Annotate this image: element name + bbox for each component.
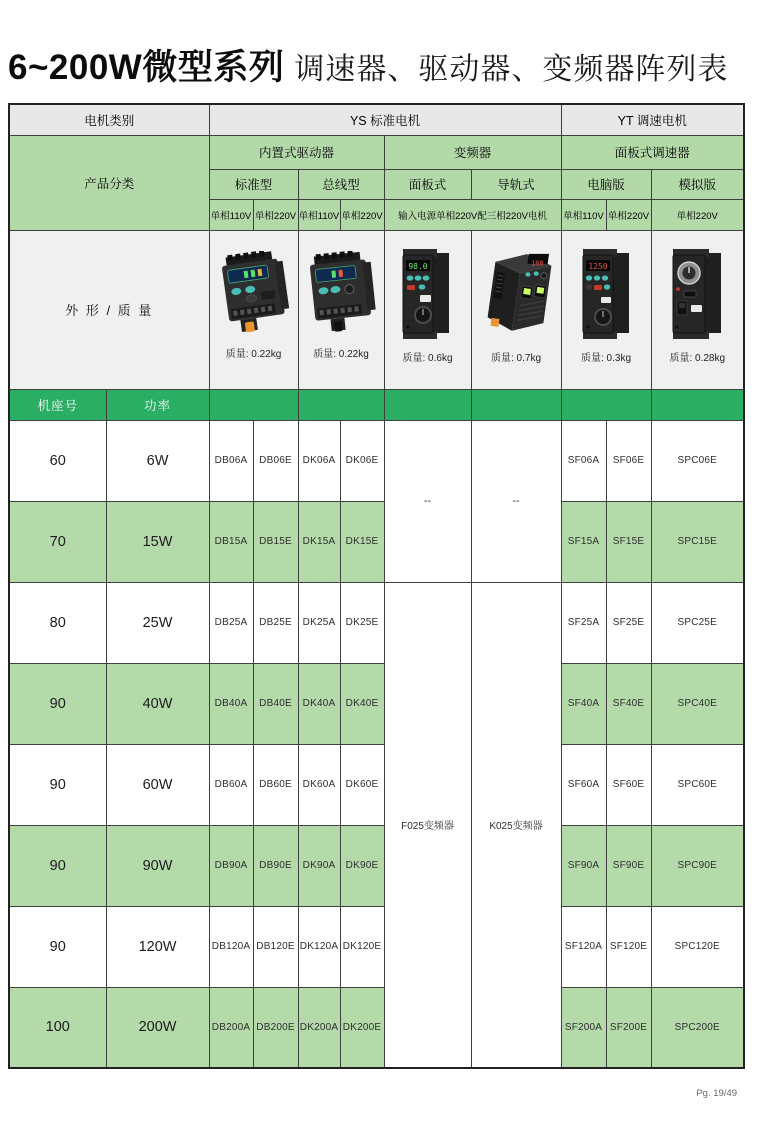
weight-caption: 质量: 0.6kg <box>402 353 453 364</box>
model-cell: SF90E <box>606 825 651 906</box>
model-cell: DB90A <box>209 825 253 906</box>
table-row <box>9 744 744 825</box>
model-cell: DB15E <box>253 501 298 582</box>
page-title <box>8 40 758 90</box>
type-rail-header: 导轨式 <box>471 169 561 199</box>
model-cell: SF06A <box>561 420 606 501</box>
analog-governor-image <box>665 247 729 343</box>
model-cell: DB60E <box>253 744 298 825</box>
rail-inverter-model-cell: K025变频器 <box>471 582 561 1068</box>
panel-inverter-model-cell: F025变频器 <box>384 582 471 1068</box>
model-cell: DK60A <box>298 744 340 825</box>
product-category-header: 产品分类 <box>9 135 209 230</box>
model-cell: SF120A <box>561 906 606 987</box>
green-spacer-cell <box>471 389 561 420</box>
model-cell: DK15A <box>298 501 340 582</box>
type-computer-header: 电脑版 <box>561 169 651 199</box>
frame-size-cell: 80 <box>9 582 106 663</box>
model-cell: DK25E <box>340 582 384 663</box>
weight-caption: 质量: 0.3kg <box>581 353 632 364</box>
table-row <box>9 825 744 906</box>
table-row <box>9 582 744 663</box>
inverter-header: 变频器 <box>384 135 561 169</box>
rail-inverter-empty-cell: -- <box>471 420 561 582</box>
table-row <box>9 987 744 1068</box>
frame-size-cell: 100 <box>9 987 106 1068</box>
type-panel-header: 面板式 <box>384 169 471 199</box>
model-cell: SF25A <box>561 582 606 663</box>
panel-inverter-empty-cell: -- <box>384 420 471 582</box>
frame-size-header: 机座号 <box>9 389 106 420</box>
type-bus-header: 总线型 <box>298 169 384 199</box>
model-cell: DK40A <box>298 663 340 744</box>
model-cell: SPC06E <box>651 420 744 501</box>
model-cell: DK120A <box>298 906 340 987</box>
model-cell: DK90E <box>340 825 384 906</box>
voltage-cell: 单相220V <box>651 199 744 230</box>
weight-caption: 质量: 0.22kg <box>225 349 282 360</box>
frame-size-cell: 90 <box>9 906 106 987</box>
motor-category-header: 电机类别 <box>9 104 209 135</box>
model-cell: SF90A <box>561 825 606 906</box>
page-title-subtitle: 调速器、驱动器、变频器阵列表 <box>294 53 729 86</box>
model-cell: DK200A <box>298 987 340 1068</box>
bus-driver-image <box>304 251 378 339</box>
panel-inverter-image <box>399 247 457 343</box>
power-header: 功率 <box>106 389 209 420</box>
ys-motor-header: YS 标准电机 <box>209 104 561 135</box>
model-cell: DK25A <box>298 582 340 663</box>
model-cell: DB200A <box>209 987 253 1068</box>
table-row <box>9 501 744 582</box>
computer-governor-image <box>577 247 635 343</box>
svg-text:98.0: 98.0 <box>407 262 428 271</box>
product-matrix-table <box>8 103 745 1069</box>
frame-size-cell: 90 <box>9 744 106 825</box>
model-cell: DK200E <box>340 987 384 1068</box>
model-cell: SF200E <box>606 987 651 1068</box>
power-cell: 6W <box>106 420 209 501</box>
model-cell: SF40A <box>561 663 606 744</box>
svg-text:188: 188 <box>530 259 544 268</box>
frame-size-cell: 70 <box>9 501 106 582</box>
model-cell: SPC60E <box>651 744 744 825</box>
voltage-cell: 单相220V <box>253 199 298 230</box>
svg-text:1250: 1250 <box>588 262 608 271</box>
model-cell: DK06E <box>340 420 384 501</box>
frame-size-cell: 60 <box>9 420 106 501</box>
type-standard-header: 标准型 <box>209 169 298 199</box>
model-cell: SF40E <box>606 663 651 744</box>
yt-motor-header: YT 调速电机 <box>561 104 744 135</box>
model-cell: SPC40E <box>651 663 744 744</box>
model-cell: DB40E <box>253 663 298 744</box>
shape-weight-label: 外 形 / 质 量 <box>9 230 209 389</box>
model-cell: DK120E <box>340 906 384 987</box>
power-cell: 200W <box>106 987 209 1068</box>
model-cell: DK90A <box>298 825 340 906</box>
computer-governor-photo-cell <box>561 230 651 389</box>
model-cell: SF06E <box>606 420 651 501</box>
model-cell: DB25E <box>253 582 298 663</box>
table-row <box>9 663 744 744</box>
analog-governor-photo-cell <box>651 230 744 389</box>
green-spacer-cell <box>209 389 298 420</box>
green-spacer-cell <box>561 389 651 420</box>
model-cell: SF60A <box>561 744 606 825</box>
model-cell: SF120E <box>606 906 651 987</box>
model-cell: DB06A <box>209 420 253 501</box>
rail-inverter-image <box>477 247 555 343</box>
weight-caption: 质量: 0.28kg <box>669 353 726 364</box>
model-cell: SPC25E <box>651 582 744 663</box>
voltage-cell: 单相220V <box>606 199 651 230</box>
model-cell: DB60A <box>209 744 253 825</box>
header-row-motor-category <box>9 104 744 135</box>
model-cell: SPC90E <box>651 825 744 906</box>
model-cell: DB120E <box>253 906 298 987</box>
builtin-driver-header: 内置式驱动器 <box>209 135 384 169</box>
model-cell: SPC120E <box>651 906 744 987</box>
model-cell: DK15E <box>340 501 384 582</box>
rail-inverter-photo-cell <box>471 230 561 389</box>
power-cell: 15W <box>106 501 209 582</box>
voltage-cell: 单相110V <box>209 199 253 230</box>
weight-caption: 质量: 0.7kg <box>491 353 542 364</box>
bus-driver-photo-cell <box>298 230 384 389</box>
model-cell: SPC200E <box>651 987 744 1068</box>
power-cell: 25W <box>106 582 209 663</box>
table-row <box>9 420 744 501</box>
type-analog-header: 模拟版 <box>651 169 744 199</box>
voltage-cell: 单相220V <box>340 199 384 230</box>
panel-inverter-photo-cell <box>384 230 471 389</box>
table-row <box>9 906 744 987</box>
frame-size-cell: 90 <box>9 663 106 744</box>
model-cell: DB200E <box>253 987 298 1068</box>
model-cell: SF60E <box>606 744 651 825</box>
frame-power-header-row <box>9 389 744 420</box>
model-cell: DB06E <box>253 420 298 501</box>
power-cell: 120W <box>106 906 209 987</box>
model-cell: SF200A <box>561 987 606 1068</box>
green-spacer-cell <box>384 389 471 420</box>
model-cell: DB40A <box>209 663 253 744</box>
power-cell: 60W <box>106 744 209 825</box>
page-title-series: 6~200W微型系列 <box>8 48 285 87</box>
model-cell: DK60E <box>340 744 384 825</box>
green-spacer-cell <box>298 389 384 420</box>
voltage-cell: 单相110V <box>298 199 340 230</box>
green-spacer-cell <box>651 389 744 420</box>
standard-driver-image <box>217 251 291 339</box>
weight-caption: 质量: 0.22kg <box>313 349 369 360</box>
model-cell: SPC15E <box>651 501 744 582</box>
model-cell: DK40E <box>340 663 384 744</box>
model-cell: DB15A <box>209 501 253 582</box>
model-cell: SF15A <box>561 501 606 582</box>
model-cell: DB25A <box>209 582 253 663</box>
inverter-power-input-cell: 输入电源单相220V配三相220V电机 <box>384 199 561 230</box>
voltage-cell: 单相110V <box>561 199 606 230</box>
standard-driver-photo-cell <box>209 230 298 389</box>
header-row-product-group <box>9 135 744 169</box>
power-cell: 40W <box>106 663 209 744</box>
page-number: Pg. 19/49 <box>696 1088 737 1099</box>
power-cell: 90W <box>106 825 209 906</box>
shape-weight-row <box>9 230 744 389</box>
model-cell: SF25E <box>606 582 651 663</box>
frame-size-cell: 90 <box>9 825 106 906</box>
panel-governor-header: 面板式调速器 <box>561 135 744 169</box>
model-cell: DB120A <box>209 906 253 987</box>
model-cell: DK06A <box>298 420 340 501</box>
model-cell: DB90E <box>253 825 298 906</box>
model-cell: SF15E <box>606 501 651 582</box>
